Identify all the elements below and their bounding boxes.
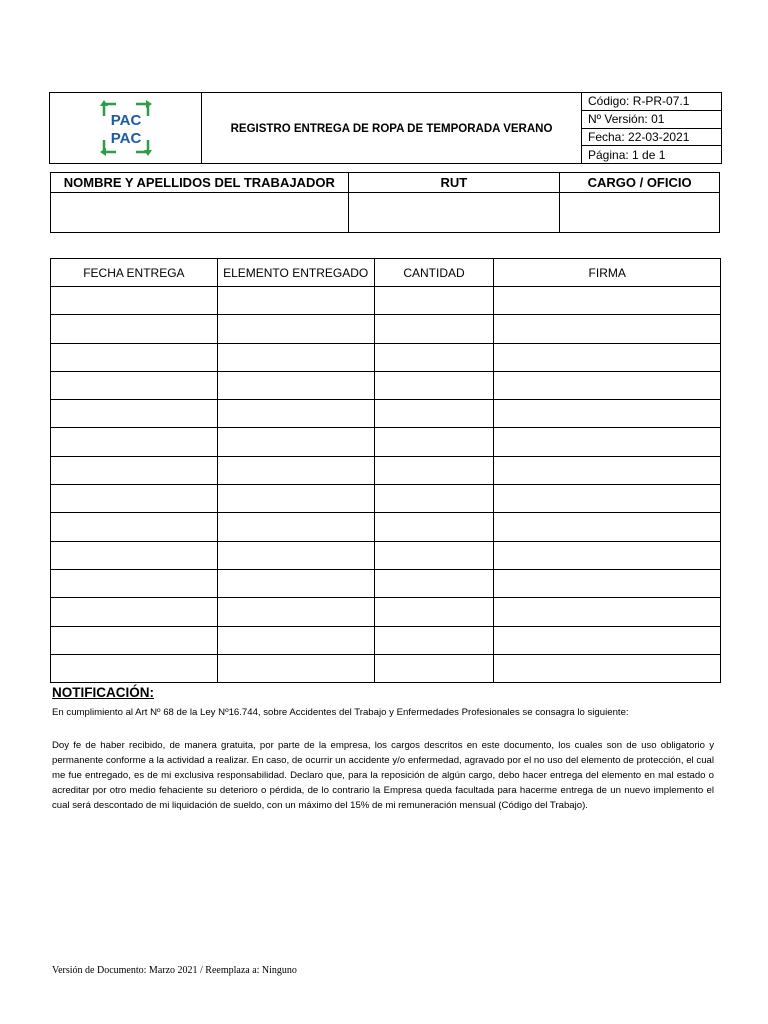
document-footer: Versión de Documento: Marzo 2021 / Reemplaza a: Ninguno [52, 965, 297, 976]
cantidad-cell[interactable] [374, 485, 494, 513]
cantidad-cell[interactable] [374, 569, 494, 597]
meta-codigo: Código: R-PR-07.1 [582, 93, 721, 111]
document-header [49, 92, 722, 164]
firma-cell[interactable] [494, 287, 721, 315]
elemento-cell[interactable] [217, 513, 374, 541]
firma-cell[interactable] [494, 626, 721, 654]
cantidad-cell[interactable] [374, 598, 494, 626]
logo-text-bottom: PAC [110, 130, 141, 147]
firma-cell[interactable] [494, 315, 721, 343]
fecha-cell[interactable] [51, 569, 218, 597]
elemento-cell[interactable] [217, 315, 374, 343]
fecha-cell[interactable] [51, 371, 218, 399]
cantidad-cell[interactable] [374, 428, 494, 456]
notification-title: NOTIFICACIÓN: [52, 685, 154, 700]
firma-cell[interactable] [494, 428, 721, 456]
cantidad-cell[interactable] [374, 513, 494, 541]
cantidad-cell[interactable] [374, 315, 494, 343]
fecha-cell[interactable] [51, 513, 218, 541]
header-rut: RUT [348, 173, 560, 193]
firma-cell[interactable] [494, 513, 721, 541]
nombre-field[interactable] [51, 193, 349, 233]
firma-cell[interactable] [494, 343, 721, 371]
elemento-cell[interactable] [217, 287, 374, 315]
notification-body: Doy fe de haber recibido, de manera gratuita, por parte de la empresa, los cargos descritos en este documento, los cuales son de uso obligatorio y permanente conforme a la actividad a realizar. En caso, de ocurrir un accidente y/o enfermedad, agravado por el no uso del elemento de protección, el cual me fue entregado, es de mi exclusiva responsabilidad. Declaro que, para la reposición de algún cargo, debo hacer entrega del elemento en mal estado o acreditar por otro medio fehaciente su deterioro o pérdida, de lo contrario la Empresa queda facultada para hacerme entrega de un nuevo implemento el cual será descontado de mi liquidación de sueldo, con un máximo del 15% de mi remuneración mensual (Código del Trabajo). [52, 740, 714, 812]
cantidad-cell[interactable] [374, 400, 494, 428]
logo-text-top: PAC [110, 112, 141, 129]
document-title: REGISTRO ENTREGA DE ROPA DE TEMPORADA VERANO [202, 93, 582, 163]
firma-cell[interactable] [494, 569, 721, 597]
delivery-table [50, 258, 721, 683]
table-row [51, 315, 721, 343]
firma-cell[interactable] [494, 598, 721, 626]
fecha-cell[interactable] [51, 343, 218, 371]
firma-cell[interactable] [494, 485, 721, 513]
meta-pagina: Página: 1 de 1 [588, 147, 666, 162]
table-row [51, 598, 721, 626]
elemento-cell[interactable] [217, 343, 374, 371]
table-row [51, 456, 721, 484]
header-firma: FIRMA [494, 259, 721, 287]
firma-cell[interactable] [494, 371, 721, 399]
header-elemento: ELEMENTO ENTREGADO [217, 259, 374, 287]
cantidad-cell[interactable] [374, 287, 494, 315]
elemento-cell[interactable] [217, 541, 374, 569]
header-nombre: NOMBRE Y APELLIDOS DEL TRABAJADOR [51, 173, 349, 193]
elemento-cell[interactable] [217, 626, 374, 654]
elemento-cell[interactable] [217, 569, 374, 597]
pac-logo-icon [98, 98, 154, 158]
company-logo [50, 93, 202, 163]
table-row [51, 541, 721, 569]
table-row [51, 343, 721, 371]
table-row [51, 287, 721, 315]
table-row [51, 371, 721, 399]
cantidad-cell[interactable] [374, 626, 494, 654]
fecha-cell[interactable] [51, 315, 218, 343]
fecha-cell[interactable] [51, 485, 218, 513]
firma-cell[interactable] [494, 654, 721, 682]
elemento-cell[interactable] [217, 400, 374, 428]
header-cargo: CARGO / OFICIO [560, 173, 720, 193]
fecha-cell[interactable] [51, 456, 218, 484]
header-cantidad: CANTIDAD [374, 259, 494, 287]
table-row [51, 400, 721, 428]
table-row [51, 485, 721, 513]
elemento-cell[interactable] [217, 598, 374, 626]
cantidad-cell[interactable] [374, 343, 494, 371]
worker-table [50, 172, 720, 233]
cantidad-cell[interactable] [374, 654, 494, 682]
firma-cell[interactable] [494, 541, 721, 569]
elemento-cell[interactable] [217, 456, 374, 484]
table-row [51, 654, 721, 682]
rut-field[interactable] [348, 193, 560, 233]
fecha-cell[interactable] [51, 598, 218, 626]
document-meta [582, 93, 721, 163]
fecha-cell[interactable] [51, 287, 218, 315]
fecha-cell[interactable] [51, 400, 218, 428]
cargo-field[interactable] [560, 193, 720, 233]
elemento-cell[interactable] [217, 485, 374, 513]
table-row [51, 569, 721, 597]
cantidad-cell[interactable] [374, 371, 494, 399]
table-row [51, 626, 721, 654]
table-row [51, 513, 721, 541]
fecha-cell[interactable] [51, 428, 218, 456]
firma-cell[interactable] [494, 400, 721, 428]
meta-version: Nº Versión: 01 [582, 111, 721, 129]
elemento-cell[interactable] [217, 371, 374, 399]
meta-fecha: Fecha: 22-03-2021 [582, 129, 721, 147]
notification-intro: En cumplimiento al Art Nº 68 de la Ley Nº16.744, sobre Accidentes del Trabajo y Enfermedades Profesionales se consagra lo siguiente: [52, 707, 629, 718]
elemento-cell[interactable] [217, 428, 374, 456]
fecha-cell[interactable] [51, 626, 218, 654]
delivery-rows [51, 287, 721, 683]
cantidad-cell[interactable] [374, 456, 494, 484]
table-row [51, 428, 721, 456]
firma-cell[interactable] [494, 456, 721, 484]
header-fecha-entrega: FECHA ENTREGA [51, 259, 218, 287]
elemento-cell[interactable] [217, 654, 374, 682]
fecha-cell[interactable] [51, 541, 218, 569]
cantidad-cell[interactable] [374, 541, 494, 569]
fecha-cell[interactable] [51, 654, 218, 682]
